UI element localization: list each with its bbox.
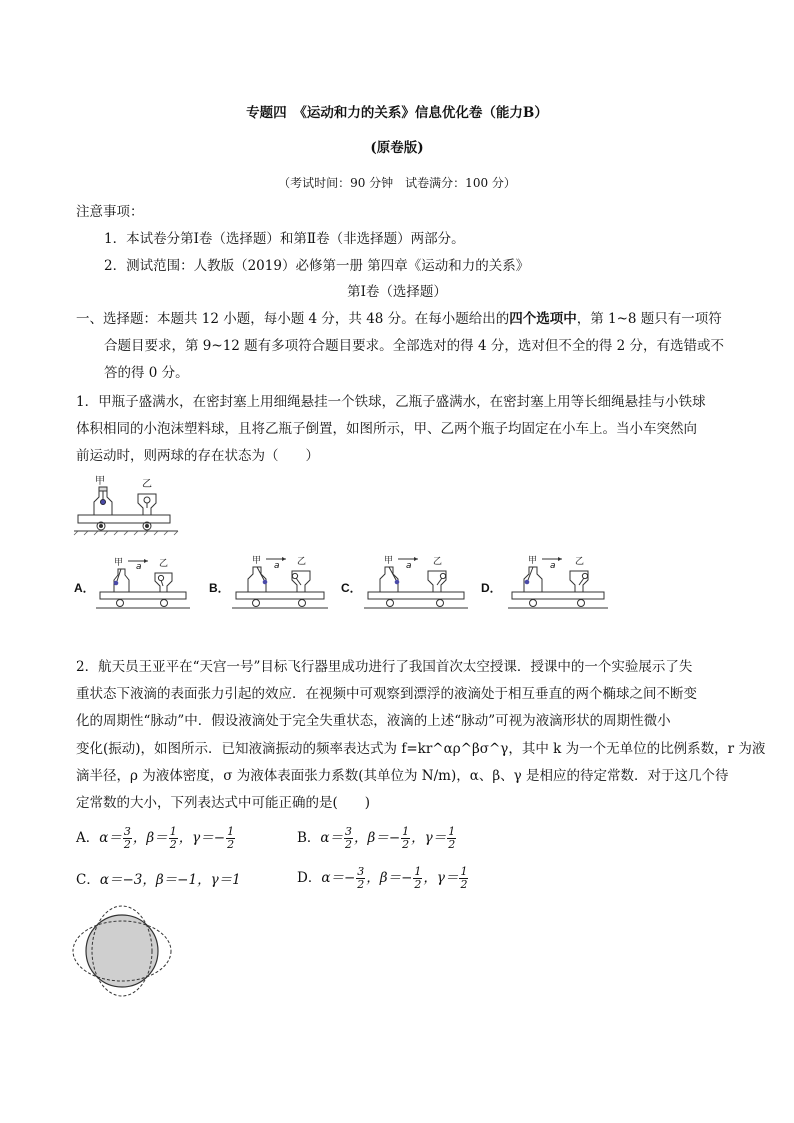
q1-option-a-label[interactable]: A．: [74, 581, 95, 595]
q2-line-1: 2．航天员王亚平在“天宫一号”目标飞行器里成功进行了我国首次太空授课．授课中的一个实验展示了失: [76, 659, 693, 675]
section-intro-line-1: [76, 309, 722, 329]
svg-text:甲: 甲: [114, 558, 124, 568]
q2-line-3: 化的周期性“脉动”中．假设液滴处于完全失重状态，液滴的上述“脉动”可视为液滴形状的周期性微小: [76, 713, 671, 729]
q1-option-b-label[interactable]: B．: [209, 581, 230, 595]
page-title: 专题四 《运动和力的关系》信息优化卷（能力B）: [246, 105, 548, 121]
bottle-yi: [138, 494, 156, 515]
svg-text:乙: 乙: [575, 557, 585, 567]
svg-text:乙: 乙: [297, 557, 307, 567]
cart-body: [74, 515, 178, 531]
q1-option-b-figure[interactable]: [232, 550, 328, 612]
svg-text:甲: 甲: [384, 556, 394, 566]
q2-line-5: 滴半径，ρ 为液体密度，σ 为液体表面张力系数(其单位为 N/m)，α、β、γ 是相应的待定常数．对于这几个待: [76, 768, 729, 784]
cart-figure: [72, 474, 182, 536]
q2-line-4: 变化(振动)，如图所示．已知液滴振动的频率表达式为 f=kr^αρ^βσ^γ，其中 k 为一个无单位的比例系数，r 为液: [76, 741, 766, 757]
q2-option-d[interactable]: D．α＝− $\frac{3}{2}$ ，β＝− $\frac{1}{2}$ ，γ＝ $\frac{1}{2}$: [297, 865, 468, 891]
q1-option-c-figure[interactable]: [364, 550, 468, 612]
svg-text:a: a: [406, 561, 412, 571]
q1-option-d-label[interactable]: D．: [481, 581, 502, 595]
q2-line-6: 定常数的大小，下列表达式中可能正确的是( ): [76, 795, 371, 811]
q1-line-3: 前运动时，则两球的存在状态为（ ）: [76, 448, 319, 464]
q2-line-2: 重状态下液滴的表面张力引起的效应．在视频中可观察到漂浮的液滴处于相互垂直的两个椭球之间不断变: [76, 686, 697, 702]
notice-item-2: 2．测试范围：人教版（2019）必修第一册 第四章《运动和力的关系》: [104, 258, 530, 274]
q1-option-d-figure[interactable]: [508, 550, 608, 612]
label-jia: 甲: [95, 476, 105, 487]
svg-text:乙: 乙: [159, 559, 169, 569]
section-intro-line-2: 合题目要求，第 9~12 题有多项符合题目要求。全部选对的得 4 分，选对但不全的得 2 分，有选错或不: [104, 338, 725, 354]
notice-item-1: 1．本试卷分第Ⅰ卷（选择题）和第Ⅱ卷（非选择题）两部分。: [104, 231, 465, 247]
svg-text:甲: 甲: [528, 556, 538, 566]
section-intro-prefix: 一、选择题：本题共 12 小题，每小题 4 分，共 48 分。在每小题给出的: [76, 311, 510, 327]
svg-text:甲: 甲: [252, 556, 262, 566]
label-yi: 乙: [142, 479, 152, 490]
svg-text:乙: 乙: [433, 557, 443, 567]
droplet-figure: [70, 904, 174, 998]
q2-option-a[interactable]: A．α＝ $\frac{3}{2}$ ，β＝ $\frac{1}{2}$ ，γ＝− $\frac{1}{2}$: [76, 825, 235, 851]
section-intro-bold: 四个选项中: [509, 311, 577, 327]
svg-text:a: a: [274, 561, 280, 571]
exam-info: （考试时间：90 分钟 试卷满分：100 分）: [278, 176, 516, 190]
svg-text:a: a: [136, 562, 142, 572]
q1-line-1: 1．甲瓶子盛满水，在密封塞上用细绳悬挂一个铁球，乙瓶子盛满水，在密封塞上用等长细绳悬挂与小铁球: [76, 394, 706, 410]
q2-option-b[interactable]: B．α＝ $\frac{3}{2}$ ，β＝− $\frac{1}{2}$ ，γ＝ $\frac{1}{2}$: [297, 825, 456, 851]
page-subtitle: (原卷版): [370, 140, 424, 156]
section-intro-line-3: 答的得 0 分。: [104, 365, 189, 381]
notice-heading: 注意事项：: [76, 204, 144, 220]
bottle-jia: [94, 487, 112, 515]
svg-text:a: a: [550, 561, 556, 571]
q1-option-c-label[interactable]: C．: [341, 581, 362, 595]
q1-option-a-figure[interactable]: [96, 553, 190, 611]
q2-option-c[interactable]: C．α＝−3，β＝−1，γ＝1: [76, 872, 241, 888]
ground-hatch: [74, 531, 178, 535]
section-intro-suffix: ，第 1~8 题只有一项符: [576, 311, 722, 327]
q1-line-2: 体积相同的小泡沫塑料球，且将乙瓶子倒置，如图所示，甲、乙两个瓶子均固定在小车上。当小车突然向: [76, 421, 697, 437]
part-title: 第Ⅰ卷（选择题）: [347, 284, 447, 300]
